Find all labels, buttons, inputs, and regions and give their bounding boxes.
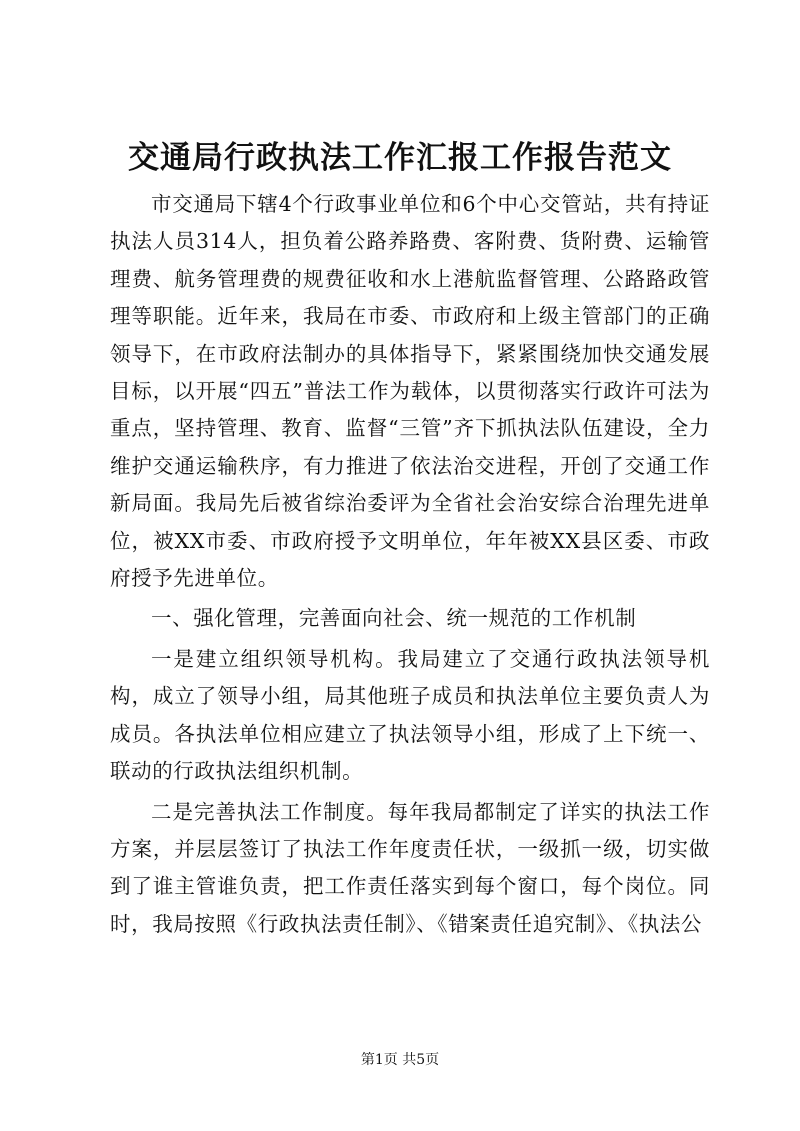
document-title: 交通局行政执法工作汇报工作报告范文	[128, 140, 672, 176]
section-heading-1: 一、强化管理，完善面向社会、统一规范的工作机制	[151, 606, 637, 631]
paragraph-intro: 市交通局下辖4个行政事业单位和6个中心交管站，共有持证执法人员314人，担负着公路养路费、客附费、货附费、运输管理费、航务管理费的规费征收和水上港航监督管理、公路路政管理等职能。近年来，我局在市委、市政府和上级主管部门的正确领导下，在市政府法制办的具体指导下，紧紧围绕加快交通发展目标，以开展“四五”普法工作为载体，以贯彻落实行政许可法为重点，坚持管理、教育、监督“三管”齐下抓执法队伍建设，全力维护交通运输秩序，有力推进了依法治交进程，开创了交通工作新局面。我局先后被省综治委评为全省社会治安综合治理先进单位，被XX市委、市政府授予文明单位，年年被XX县区委、市政府授予先进单位。	[110, 192, 710, 591]
document-body	[110, 186, 710, 943]
paragraph-system: 二是完善执法工作制度。每年我局都制定了详实的执法工作方案，并层层签订了执法工作年度责任状，一级抓一级，切实做到了谁主管谁负责，把工作责任落实到每个窗口，每个岗位。同时，我局按照《行政执法责任制》、《错案责任追究制》、《执法公	[110, 799, 710, 936]
page-footer: 第1页 共5页	[360, 1052, 440, 1068]
paragraph-organization: 一是建立组织领导机构。我局建立了交通行政执法领导机构，成立了领导小组，局其他班子成员和执法单位主要负责人为成员。各执法单位相应建立了执法领导小组，形成了上下统一、联动的行政执法组织机制。	[110, 646, 710, 784]
